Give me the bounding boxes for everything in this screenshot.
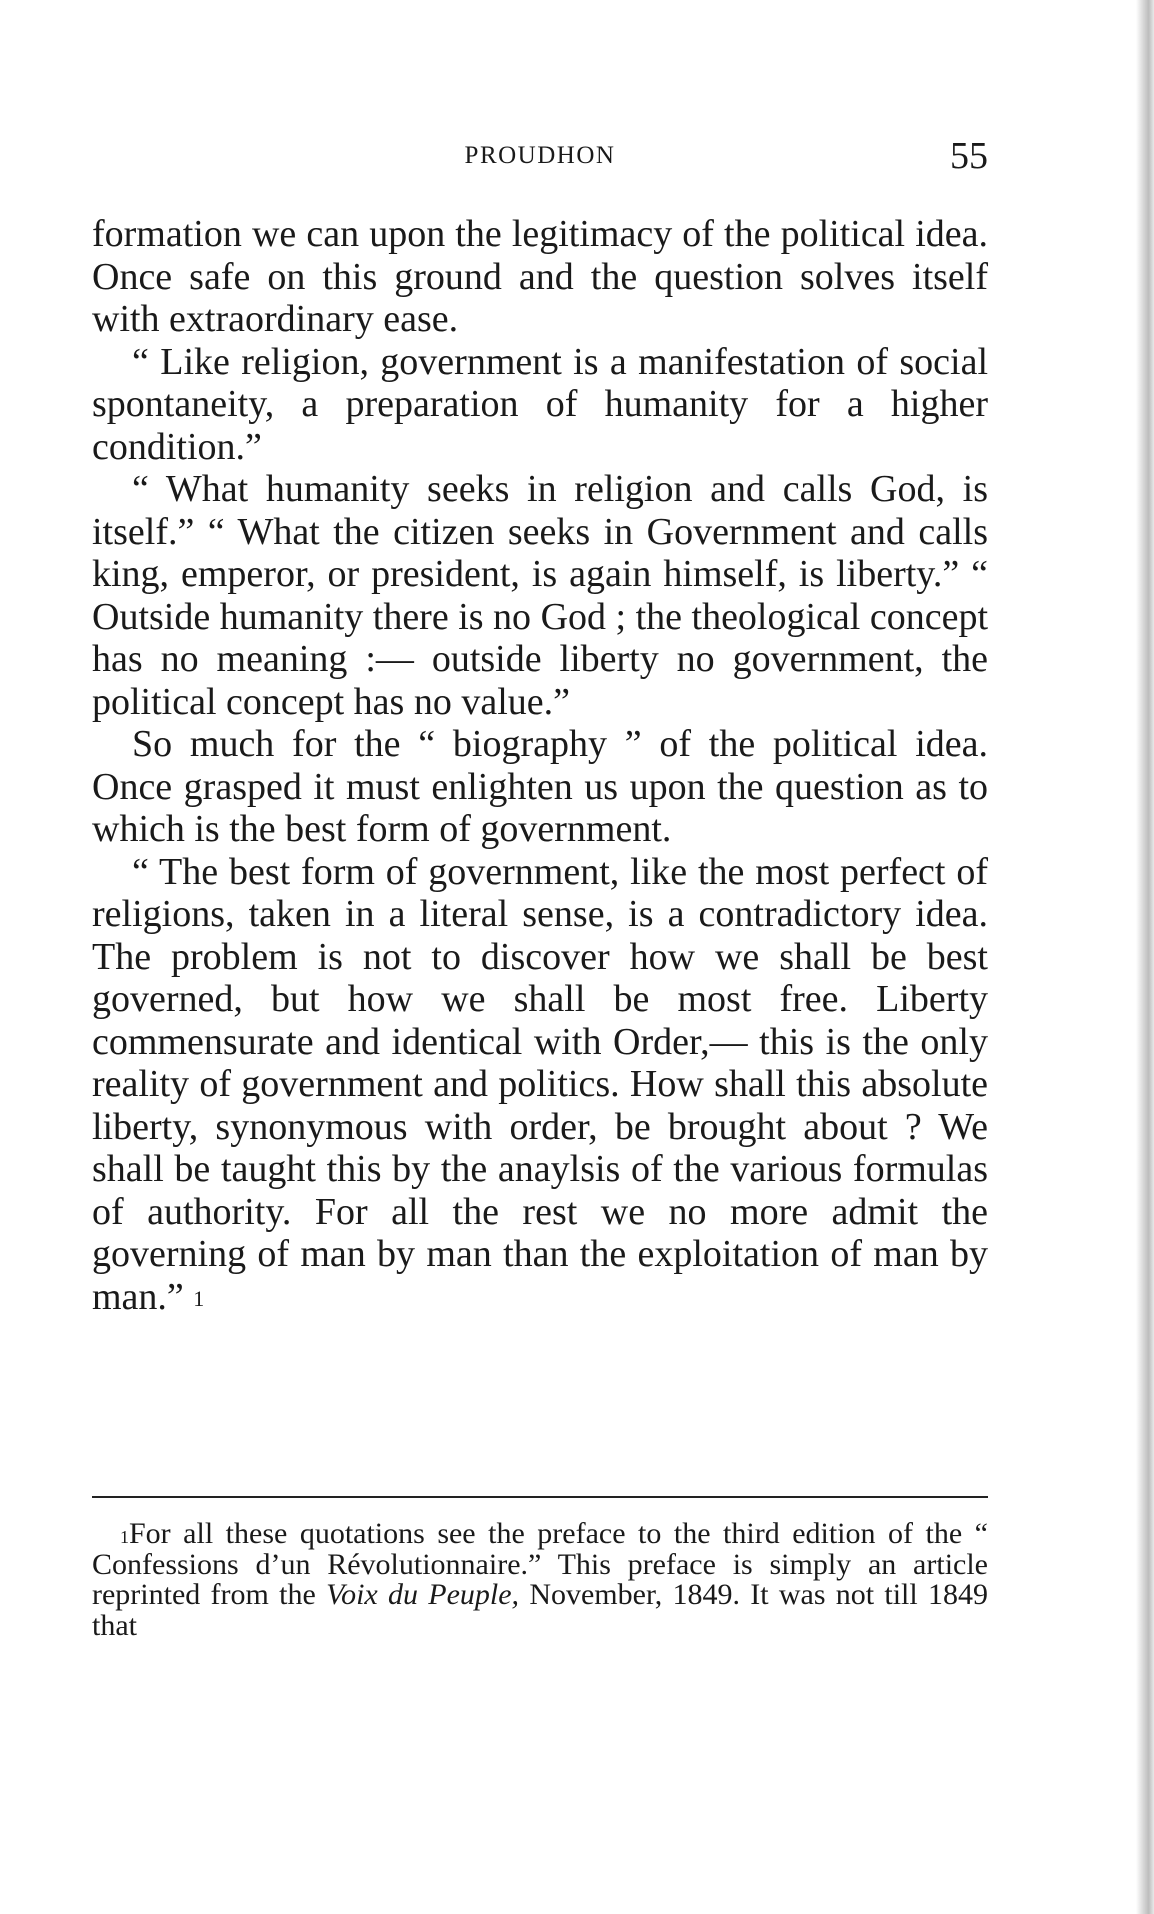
footnote-italic-title: Voix du Peuple, bbox=[326, 1578, 520, 1611]
page-number: 55 bbox=[950, 135, 988, 177]
running-head bbox=[92, 135, 988, 188]
footnote-text-start: For all these quotations see the preface to the third edition of the “ Confessions d’un Révolutionnaire.” This preface is simply an article reprinted from the bbox=[92, 1517, 988, 1611]
paragraph-continuation: formation we can upon the legitimacy of the political idea. Once safe on this ground and the question solves itself with extraordinary ease. bbox=[92, 213, 988, 340]
body-text bbox=[92, 213, 988, 1318]
paragraph-religion-quote: “ Like religion, government is a manifestation of social spontaneity, a preparation of humanity for a higher condition.” bbox=[92, 340, 988, 468]
page-edge-shadow bbox=[1136, 0, 1154, 1914]
paragraph-best-government-text: “ The best form of government, like the most perfect of religions, taken in a literal sense, is a contradictory idea. The problem is not to discover how we shall be best governed, but how we shall be most free. Liberty commensurate and identical with Order,— this is the only reality of government and politics. How shall this absolute liberty, synonymous with order, be brought about ? We shall be taught this by the anaylsis of the various formulas of authority. For all the rest we no more admit the governing of man by man than the exploitation of man by man.” bbox=[92, 850, 988, 1318]
footnote-reference: 1 bbox=[193, 1285, 205, 1311]
running-title: PROUDHON bbox=[464, 142, 616, 169]
footnote-rule bbox=[92, 1496, 988, 1498]
paragraph-humanity-quote: “ What humanity seeks in religion and calls God, is itself.” “ What the citizen seeks in Government and calls king, emperor, or president, is again himself, is liberty.” “ Outside humanity there is no God ; the theological concept has no meaning :— outside liberty no government, the political concept has no value.” bbox=[92, 468, 988, 723]
footnote-text-end: November, 1849. It was not till 1849 that bbox=[92, 1578, 988, 1642]
footnote bbox=[92, 1519, 988, 1641]
footnote-marker: 1 bbox=[120, 1527, 129, 1547]
paragraph-biography: So much for the “ biography ” of the political idea. Once grasped it must enlighten us upon the question as to which is the best form of government. bbox=[92, 723, 988, 850]
paragraph-best-government bbox=[92, 851, 988, 1319]
